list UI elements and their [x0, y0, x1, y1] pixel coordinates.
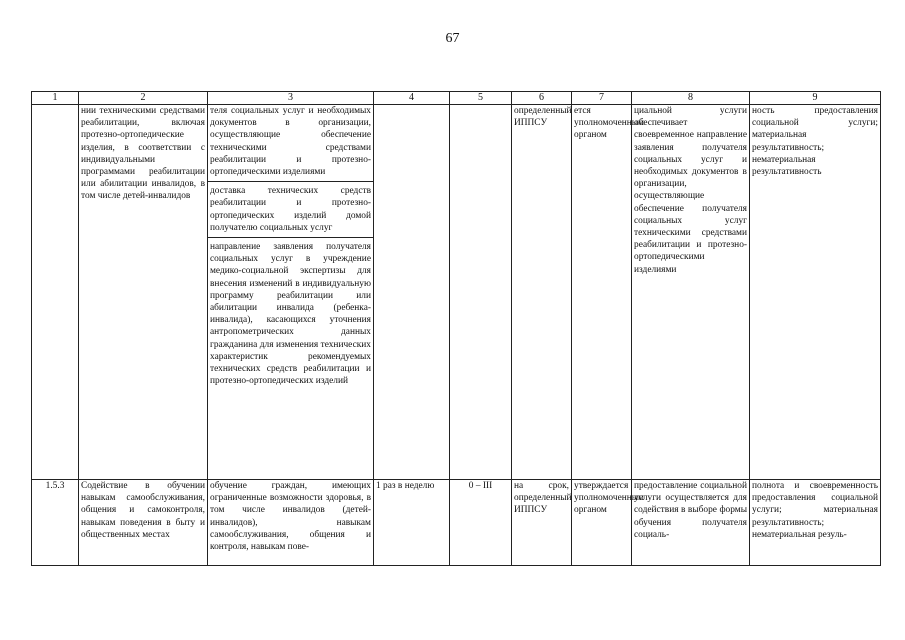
- page-number: 67: [445, 31, 460, 46]
- header-col-7: 7: [572, 92, 632, 105]
- cell-group: [450, 105, 512, 480]
- cell-service-description: обучение граждан, имеющих ограниченные возможности здоровья, в том числе инвалидов (детей-инвалидов), навыкам самообслуживания, общения и контроля, навыкам пове-: [208, 480, 374, 566]
- description-part-2: доставка технических средств реабилитации и протезно-ортопедических изделий домой получателю социальных услуг: [208, 181, 373, 234]
- cell-term: определенный ИППСУ: [512, 105, 572, 480]
- header-col-1: 1: [32, 92, 79, 105]
- description-part-3: направление заявления получателя социальных услуг в учреждение медико-социальной экспертизы для внесения изменений в индивидуальную программу реабилитации или абилитации инвалида (ребенка-инвалида), касающихся уточнения антропометрических данных гражданина для изменения технических характеристик рекомендуемых технических средств реабилитации и протезно-ортопедических изделий: [208, 237, 373, 387]
- cell-conditions: предоставление социальной услуги осуществляется для содействия в выборе формы обучения получателя социаль-: [632, 480, 750, 566]
- cell-service-name: нии техническими средствами реабилитации, включая протезно-ортопедические изделия, в соответствии с индивидуальными программами реабилитации или абилитации инвалидов, в том числе детей-инвалидов: [79, 105, 208, 480]
- cell-number: [32, 105, 79, 480]
- cell-group: 0 – III: [450, 480, 512, 566]
- table-row-continued: [32, 105, 881, 480]
- services-table: [31, 91, 881, 566]
- header-col-9: 9: [750, 92, 881, 105]
- cell-frequency: 1 раз в неделю: [374, 480, 450, 566]
- header-col-8: 8: [632, 92, 750, 105]
- cell-service-description: [208, 105, 374, 480]
- cell-indicators: ность предоставления социальной услуги; материальная результативность; нематериальная результативность: [750, 105, 881, 480]
- cell-number: 1.5.3: [32, 480, 79, 566]
- cell-service-name: Содействие в обучении навыкам самообслуживания, общения и самоконтроля, навыкам поведения в быту и общественных местах: [79, 480, 208, 566]
- table-header-row: [32, 92, 881, 105]
- header-col-3: 3: [208, 92, 374, 105]
- cell-cost: утверждается уполномоченным органом: [572, 480, 632, 566]
- description-part-1: теля социальных услуг и необходимых документов в организации, осуществляющие обеспечение техническими средствами реабилитации и протезно-ортопедическими изделиями: [210, 106, 371, 178]
- cell-conditions: циальной услуги обеспечивает своевременное направление заявления получателя социальных услуг и необходимых документов в организации, осуществляющие обеспечение получателя социальных услуг техническими средствами реабилитации и протезно-ортопедическими изделиями: [632, 105, 750, 480]
- header-col-5: 5: [450, 92, 512, 105]
- header-col-4: 4: [374, 92, 450, 105]
- cell-frequency: [374, 105, 450, 480]
- cell-term: на срок, определенный ИППСУ: [512, 480, 572, 566]
- header-col-6: 6: [512, 92, 572, 105]
- cell-cost: ется уполномоченным органом: [572, 105, 632, 480]
- table-row-1-5-3: [32, 480, 881, 566]
- header-col-2: 2: [79, 92, 208, 105]
- cell-indicators: полнота и своевременность предоставления социальной услуги; материальная результативность; нематериальная резуль-: [750, 480, 881, 566]
